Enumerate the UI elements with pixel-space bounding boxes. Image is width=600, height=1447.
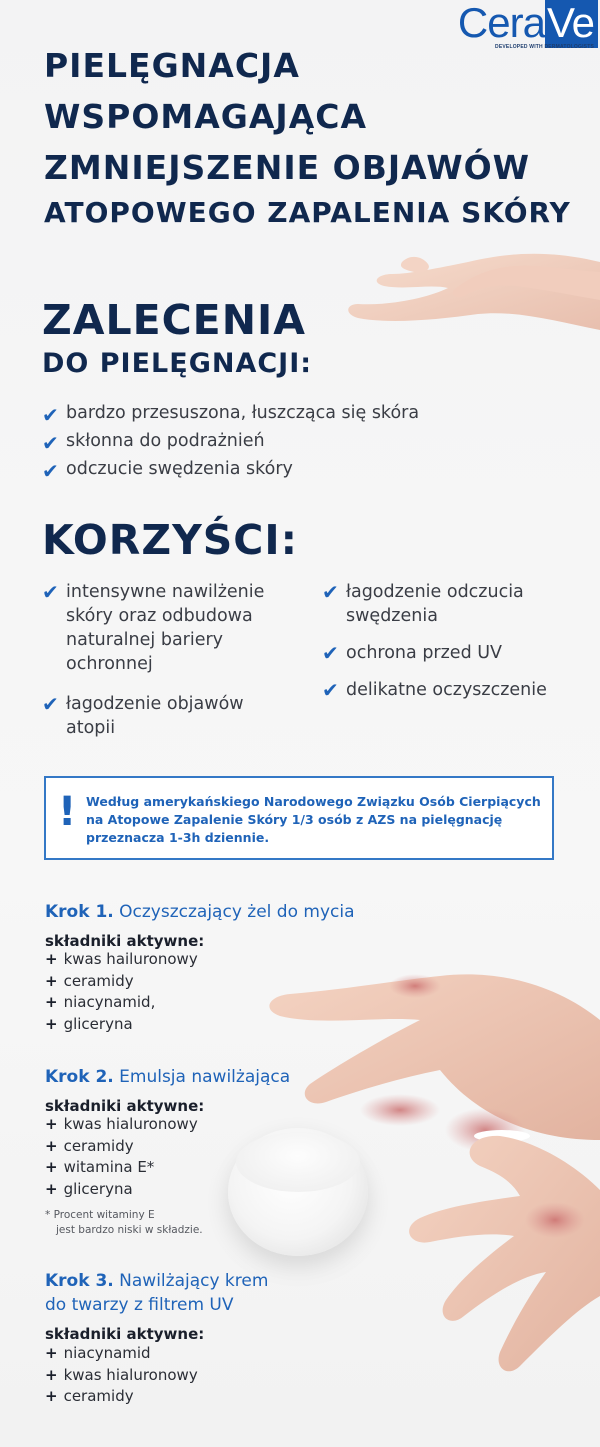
list-item: ✔ odczucie swędzenia skóry	[42, 459, 293, 483]
check-icon: ✔	[322, 641, 339, 665]
step-2-footnote-line-2: jest bardzo niski w składzie.	[56, 1224, 203, 1236]
step-3-title-line-2: do twarzy z filtrem UV	[45, 1295, 234, 1315]
check-icon: ✔	[42, 403, 59, 427]
plus-icon: +	[45, 950, 58, 968]
step-1-title: Krok 1. Oczyszczający żel do mycia	[45, 902, 355, 922]
title-line-3: ZMNIEJSZENIE OBJAWÓW	[44, 148, 531, 187]
recommendations-list	[42, 403, 562, 487]
title-line-4: ATOPOWEGO ZAPALENIA SKÓRY	[44, 196, 571, 229]
list-item: + ceramidy	[45, 971, 134, 990]
recommendations-subheading: DO PIELĘGNACJI:	[42, 348, 313, 379]
list-item: + witamina E*	[45, 1158, 155, 1176]
check-icon: ✔	[42, 459, 59, 483]
plus-icon: +	[45, 993, 58, 1011]
callout-text: Według amerykańskiego Narodowego Związku Osób Cierpiących na Atopowe Zapalenie Skóry 1/3 osób z AZS na pielęgnację przeznacza 1-3h dziennie.	[86, 794, 541, 845]
benefits-list-right	[322, 580, 562, 702]
cream-jar-image	[228, 1128, 368, 1256]
step-2-title: Krok 2. Emulsja nawilżająca	[45, 1067, 291, 1087]
plus-icon: +	[45, 1179, 58, 1198]
cream-jar-lid	[236, 1132, 360, 1192]
step-3-title: Krok 3. Nawilżający krem	[45, 1271, 269, 1291]
list-item: ✔ łagodzenie odczucia swędzenia	[322, 580, 524, 626]
benefits-list-left	[42, 580, 282, 740]
plus-icon: +	[45, 1387, 58, 1405]
list-item: ✔ łagodzenie objawów atopii	[42, 692, 244, 738]
plus-icon: +	[45, 971, 58, 990]
plus-icon: +	[45, 1136, 58, 1155]
list-item: ✔ ochrona przed UV	[322, 641, 503, 665]
check-icon: ✔	[42, 580, 59, 604]
plus-icon: +	[45, 1158, 58, 1176]
plus-icon: +	[45, 1344, 58, 1362]
list-item: ✔ bardzo przesuszona, łuszcząca się skóra	[42, 403, 420, 427]
step-2-ingredients-label: składniki aktywne:	[45, 1097, 205, 1115]
list-item: + kwas hailuronowy	[45, 950, 198, 968]
list-item: + gliceryna	[45, 1179, 133, 1198]
step-1-ingredients	[45, 949, 198, 1035]
list-item: ✔ intensywne nawilżenie skóry oraz odbudowa naturalnej bariery ochronnej	[42, 580, 265, 674]
plus-icon: +	[45, 1115, 58, 1133]
check-icon: ✔	[42, 692, 59, 716]
list-item: + niacynamid	[45, 1344, 151, 1362]
title-line-1: PIELĘGNACJA	[44, 46, 300, 85]
step-1-ingredients-label: składniki aktywne:	[45, 932, 205, 950]
logo-wordmark: CeraVe	[458, 2, 598, 44]
check-icon: ✔	[322, 580, 339, 604]
logo-tagline: DEVELOPED WITH DERMATOLOGISTS	[495, 44, 594, 50]
benefits-heading: KORZYŚCI:	[42, 516, 299, 564]
list-item: ✔ delikatne oczyszczenie	[322, 678, 547, 702]
list-item: ✔ skłonna do podrażnień	[42, 431, 265, 455]
hands-illustration-top	[318, 244, 600, 348]
list-item: + ceramidy	[45, 1387, 134, 1405]
list-item: + ceramidy	[45, 1136, 134, 1155]
list-item: + kwas hialuronowy	[45, 1115, 198, 1133]
check-icon: ✔	[322, 678, 339, 702]
recommendations-heading: ZALECENIA	[42, 296, 306, 344]
list-item: + kwas hialuronowy	[45, 1365, 198, 1384]
check-icon: ✔	[42, 431, 59, 455]
step-2-ingredients	[45, 1114, 198, 1200]
plus-icon: +	[45, 1365, 58, 1384]
title-line-2: WSPOMAGAJĄCA	[44, 97, 367, 136]
step-2-footnote-line-1: * Procent witaminy E	[45, 1209, 155, 1221]
page-title	[44, 40, 584, 233]
exclamation-icon: !	[58, 789, 77, 835]
list-item: + niacynamid,	[45, 993, 156, 1011]
step-3-ingredients	[45, 1343, 198, 1408]
plus-icon: +	[45, 1014, 58, 1033]
info-callout	[44, 776, 554, 860]
list-item: + gliceryna	[45, 1014, 133, 1033]
step-3-ingredients-label: składniki aktywne:	[45, 1325, 205, 1343]
